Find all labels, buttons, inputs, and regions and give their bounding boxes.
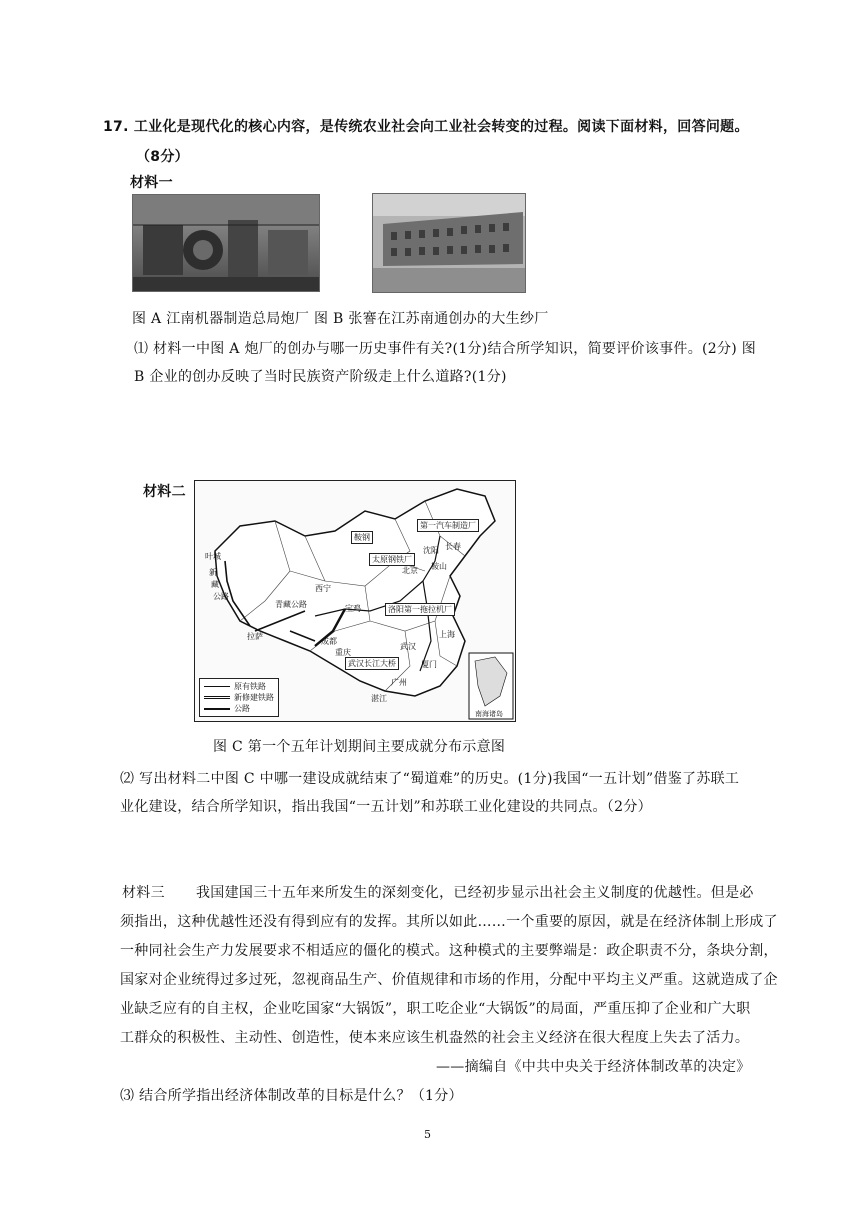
map-inset-label: 南海诸岛	[475, 710, 503, 718]
map-label-lhasa: 拉萨	[247, 632, 263, 641]
map-legend	[199, 678, 279, 717]
material3-label: 材料三	[122, 885, 165, 901]
material2-label: 材料二	[143, 484, 186, 500]
legend-new-railway: 新修建铁路	[234, 693, 274, 702]
material3-source: ——摘编自《中共中央关于经济体制改革的决定》	[436, 1059, 751, 1075]
map-label-chongqing: 重庆	[335, 648, 351, 657]
material3-line-1: 我国建国三十五年来所发生的深刻变化，已经初步显示出社会主义制度的优越性。但是必	[196, 885, 754, 901]
map-label-gonglu: 公路	[213, 592, 229, 601]
material3-line-4: 国家对企业统得过多过死，忽视商品生产、价值规律和市场的作用，分配中平均主义严重。这就造成了企	[120, 972, 778, 988]
map-label-luoyang-tractor: 洛阳第一拖拉机厂	[385, 603, 455, 616]
legend-existing-railway: 原有铁路	[234, 682, 266, 691]
map-label-chengdu: 成都	[321, 637, 337, 646]
map-label-xin: 新	[209, 568, 217, 577]
question-1-line1: ⑴ 材料一中图 A 炮厂的创办与哪一历史事件有关?(1分)结合所学知识，简要评价该事件。(2分) 图	[134, 341, 757, 357]
question-2-line2: 业化建设，结合所学知识，指出我国“一五计划”和苏联工业化建设的共同点。（2分）	[120, 799, 652, 815]
material1-caption: 图 A 江南机器制造总局炮厂 图 B 张謇在江苏南通创办的大生纱厂	[132, 311, 549, 327]
material3-line-2: 须指出，这种优越性还没有得到应有的发挥。其所以如此……一个重要的原因，就是在经济体制上形成了	[120, 914, 778, 930]
map-label-shanghai: 上海	[439, 630, 455, 639]
map-label-qinghai-tibet-road: 青藏公路	[275, 600, 307, 609]
legend-road: 公路	[234, 704, 250, 713]
map-label-xiamen: 厦门	[421, 660, 437, 669]
figure-c-caption: 图 C 第一个五年计划期间主要成就分布示意图	[213, 739, 506, 755]
question-1-line2: B 企业的创办反映了当时民族资产阶级走上什么道路?(1分)	[134, 369, 507, 385]
page-number: 5	[424, 1128, 432, 1141]
map-label-wuhan-bridge: 武汉长江大桥	[345, 657, 399, 670]
map-label-zang: 藏	[211, 580, 219, 589]
map-label-zhanjiang: 湛江	[371, 694, 387, 703]
map-label-yecheng: 叶城	[205, 552, 221, 561]
map-label-anshan: 鞍山	[431, 562, 447, 571]
question-3: ⑶ 结合所学指出经济体制改革的目标是什么？（1分）	[120, 1088, 463, 1104]
map-label-shenyang: 沈阳	[423, 546, 439, 555]
map-label-xining: 西宁	[315, 584, 331, 593]
map-label-wuhan: 武汉	[400, 642, 416, 651]
figure-a-photo	[132, 194, 320, 292]
question-score: （8分）	[136, 149, 189, 165]
map-label-beijing: 北京	[402, 566, 418, 575]
material3-line-6: 工群众的积极性、主动性、创造性，使本来应该生机盎然的社会主义经济在很大程度上失去了活力。	[120, 1030, 750, 1046]
map-label-guangzhou: 广州	[391, 678, 407, 687]
figure-b-photo	[372, 193, 526, 293]
map-label-faw: 第一汽车制造厂	[417, 519, 479, 532]
map-label-baoji: 宝鸡	[345, 604, 361, 613]
figure-c-map	[194, 480, 516, 722]
map-label-changchun: 长春	[445, 542, 461, 551]
material3-line-3: 一种同社会生产力发展要求不相适应的僵化的模式。这种模式的主要弊端是：政企职责不分，条块分割，	[120, 943, 778, 959]
map-label-taiyuan-steel: 太原钢铁厂	[369, 553, 415, 566]
map-label-ansteel: 鞍钢	[351, 531, 373, 544]
question-stem: 17. 工业化是现代化的核心内容，是传统农业社会向工业社会转变的过程。阅读下面材料，回答问题。	[103, 119, 749, 135]
question-2-line1: ⑵ 写出材料二中图 C 中哪一建设成就结束了“蜀道难”的历史。(1分)我国“一五计划”借鉴了苏联工	[120, 771, 740, 787]
material3-line-5: 业缺乏应有的自主权，企业吃国家“大锅饭”，职工吃企业“大锅饭”的局面，严重压抑了企业和广大职	[120, 1001, 751, 1017]
material1-label: 材料一	[130, 175, 173, 191]
